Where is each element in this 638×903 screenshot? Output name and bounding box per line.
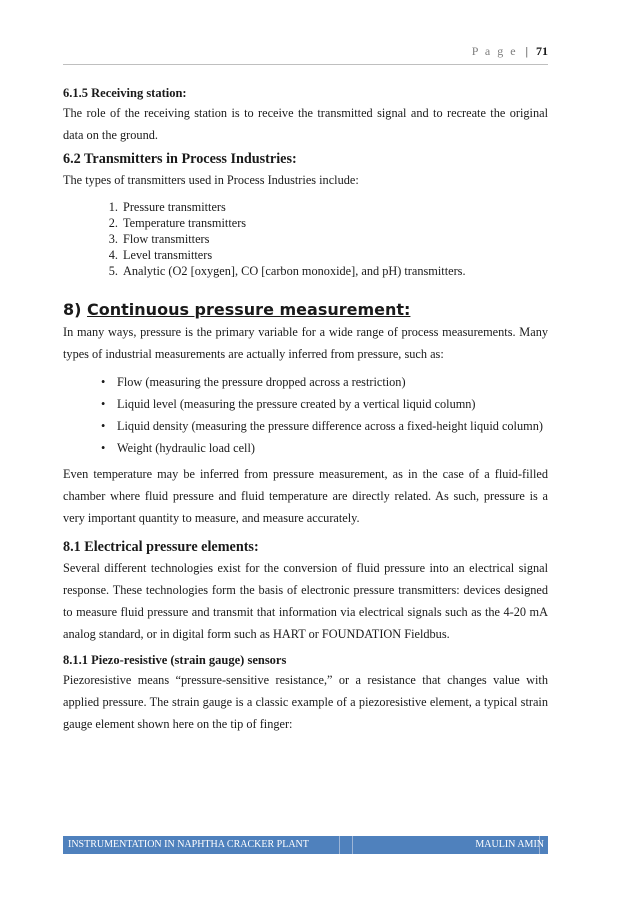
bullet-text: Liquid density (measuring the pressure difference across a fixed-height liquid column): [117, 419, 543, 433]
heading-8: [63, 299, 548, 321]
document-body: [63, 76, 548, 735]
heading-6-1-5: 6.1.5 Receiving station:: [63, 86, 187, 100]
bullet-text: Flow (measuring the pressure dropped across a restriction): [117, 375, 406, 389]
heading-8-1-1: 8.1.1 Piezo-resistive (strain gauge) sensors: [63, 653, 287, 667]
bullet-item: [103, 371, 548, 393]
bullet-text: Liquid level (measuring the pressure created by a vertical liquid column): [117, 397, 476, 411]
list-item: 3. Flow transmitters: [121, 231, 548, 247]
paragraph-electrical-elements: Several different technologies exist for the conversion of fluid pressure into an electrical signal response. These technologies form the basis of electronic pressure transmitters: devices designed to measure fluid pressure and transmit that information via electrical signals such as the 4-20 mA analog standard, or in digital form such as HART or FOUNDATION Fieldbus.: [63, 561, 548, 641]
pressure-inference-list: [63, 371, 548, 459]
bullet-icon: •: [101, 419, 106, 433]
heading-8-1: 8.1 Electrical pressure elements:: [63, 539, 259, 555]
page-separator: |: [525, 44, 528, 58]
footer-divider: [339, 836, 340, 854]
heading-8-title: Continuous pressure measurement:: [87, 300, 411, 319]
page-number: 71: [536, 44, 548, 58]
footer-author: MAULIN AMIN: [475, 839, 544, 850]
bullet-item: [103, 415, 548, 437]
transmitter-list: [63, 199, 548, 279]
paragraph-transmitter-types: The types of transmitters used in Process Industries include:: [63, 173, 359, 187]
bullet-item: [103, 437, 548, 459]
bullet-item: [103, 393, 548, 415]
page-footer: [63, 836, 548, 854]
paragraph-receiving-station: The role of the receiving station is to receive the transmitted signal and to recreate the original data on the ground.: [63, 106, 548, 142]
page-header: [472, 44, 548, 59]
list-item: 1. Pressure transmitters: [121, 199, 548, 215]
paragraph-temperature-inference: Even temperature may be inferred from pressure measurement, as in the case of a fluid-filled chamber where fluid pressure and fluid temperature are directly related. As such, pressure is a very important quantity to measure, and measure accurately.: [63, 467, 548, 525]
paragraph-pressure-intro: In many ways, pressure is the primary variable for a wide range of process measurements. Many types of industrial measurements are actually inferred from pressure, such as:: [63, 325, 548, 361]
list-item: 5. Analytic (O2 [oxygen], CO [carbon monoxide], and pH) transmitters.: [121, 263, 548, 279]
footer-title: INSTRUMENTATION IN NAPHTHA CRACKER PLANT: [68, 839, 309, 850]
paragraph-piezoresistive: Piezoresistive means “pressure-sensitive resistance,” or a resistance that changes value with applied pressure. The strain gauge is a classic example of a piezoresistive element, a typical strain gauge element shown here on the tip of finger:: [63, 673, 548, 731]
header-rule: [63, 64, 548, 65]
heading-6-2: 6.2 Transmitters in Process Industries:: [63, 151, 297, 167]
heading-8-prefix: 8): [63, 300, 82, 319]
list-item: 2. Temperature transmitters: [121, 215, 548, 231]
bullet-icon: •: [101, 375, 106, 389]
bullet-icon: •: [101, 441, 106, 455]
page-label: P a g e: [471, 44, 518, 58]
footer-divider: [352, 836, 353, 854]
bullet-text: Weight (hydraulic load cell): [117, 441, 255, 455]
list-item: 4. Level transmitters: [121, 247, 548, 263]
bullet-icon: •: [101, 397, 106, 411]
